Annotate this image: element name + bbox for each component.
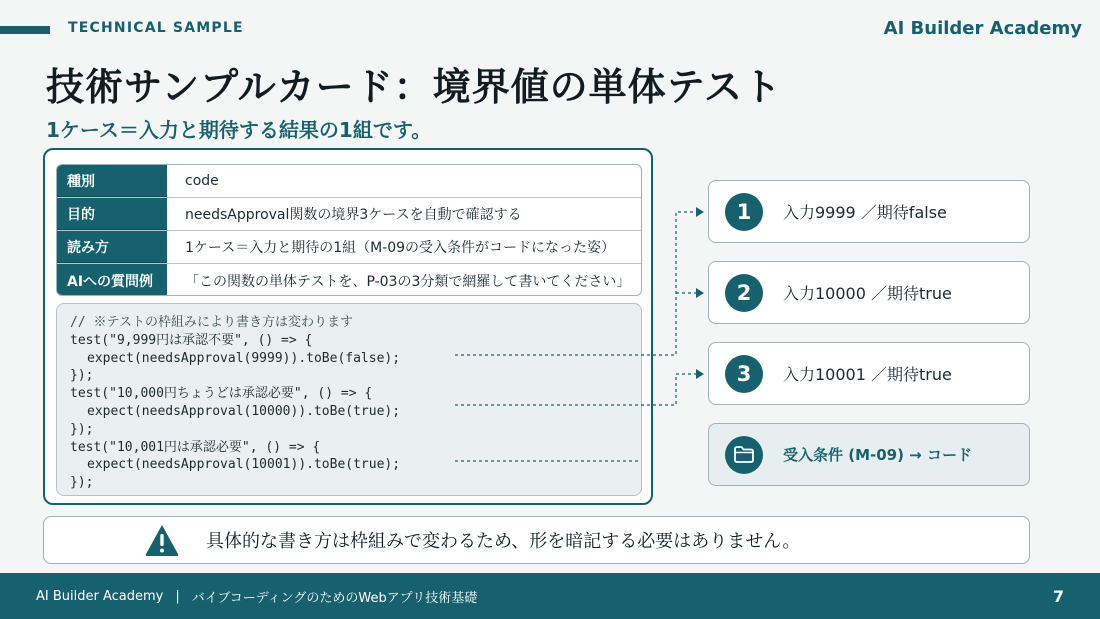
info-table [56,164,642,296]
table-row [57,165,641,198]
case-number-badge: 1 [725,193,763,231]
page-title: 技術サンプルカード：境界値の単体テスト [46,65,783,109]
table-row [57,231,641,264]
table-key-cell: 読み方 [57,231,167,263]
condition-text: 受入条件 (M-09) → コード [783,446,972,464]
case-card-1 [708,180,1030,243]
code-line: }); [70,421,94,437]
case-text: 入力10001 ／期待true [783,365,952,384]
table-key-cell: AIへの質問例 [57,264,167,296]
condition-card [708,423,1030,486]
code-line: }); [70,475,94,491]
table-row [57,264,641,296]
footer-brand: AI Builder Academy [36,588,164,604]
case-number-badge: 3 [725,355,763,393]
code-line: test("9,999円は承認不要", () => { [70,332,313,348]
code-line: test("10,000円ちょうどは承認必要", () => { [70,386,373,402]
code-line: test("10,001円は承認必要", () => { [70,439,321,455]
header-accent-bar [0,26,50,34]
table-value-cell: 「この関数の単体テストを、P-03の3分類で網羅して書いてください」 [185,273,631,290]
folder-icon [725,436,763,474]
footer-course-title: バイブコーディングのためのWebアプリ技術基礎 [191,590,478,606]
table-value-cell: 1ケース＝入力と期待の1組（M-09の受入条件がコードになった姿） [185,240,616,256]
page-subtitle: 1ケース＝入力と期待する結果の1組です。 [46,118,432,142]
footer-bar [0,573,1100,619]
table-value-cell: needsApproval関数の境界3ケースを自動で確認する [185,207,522,223]
brand-logo-text: AI Builder Academy [883,18,1082,39]
page-number: 7 [1052,586,1064,606]
table-key-cell: 目的 [57,198,167,230]
sample-card-panel [43,148,653,505]
code-line: // ※テストの枠組みにより書き方は変わります [70,315,353,330]
case-number-badge: 2 [725,274,763,312]
arrowhead-icon [696,369,704,379]
arrowhead-icon [696,288,704,298]
case-text: 入力10000 ／期待true [783,284,952,303]
code-block [56,303,642,496]
code-line: expect(needsApproval(9999)).toBe(false); [87,350,401,366]
footer-separator: | [175,588,180,604]
table-row [57,198,641,231]
table-value-cell: code [185,173,219,189]
warning-banner [43,516,1030,564]
case-text: 入力9999 ／期待false [783,203,947,222]
arrowhead-icon [696,207,704,217]
code-line: }); [70,368,94,384]
case-card-3 [708,342,1030,405]
code-line: expect(needsApproval(10001)).toBe(true); [87,457,401,473]
case-card-2 [708,261,1030,324]
table-key-cell: 種別 [57,165,167,197]
warning-text: 具体的な書き方は枠組みで変わるため、形を暗記する必要はありません。 [206,531,801,552]
warning-icon [144,523,180,557]
eyebrow-label: TECHNICAL SAMPLE [68,20,244,36]
code-line: expect(needsApproval(10000)).toBe(true); [87,403,401,419]
